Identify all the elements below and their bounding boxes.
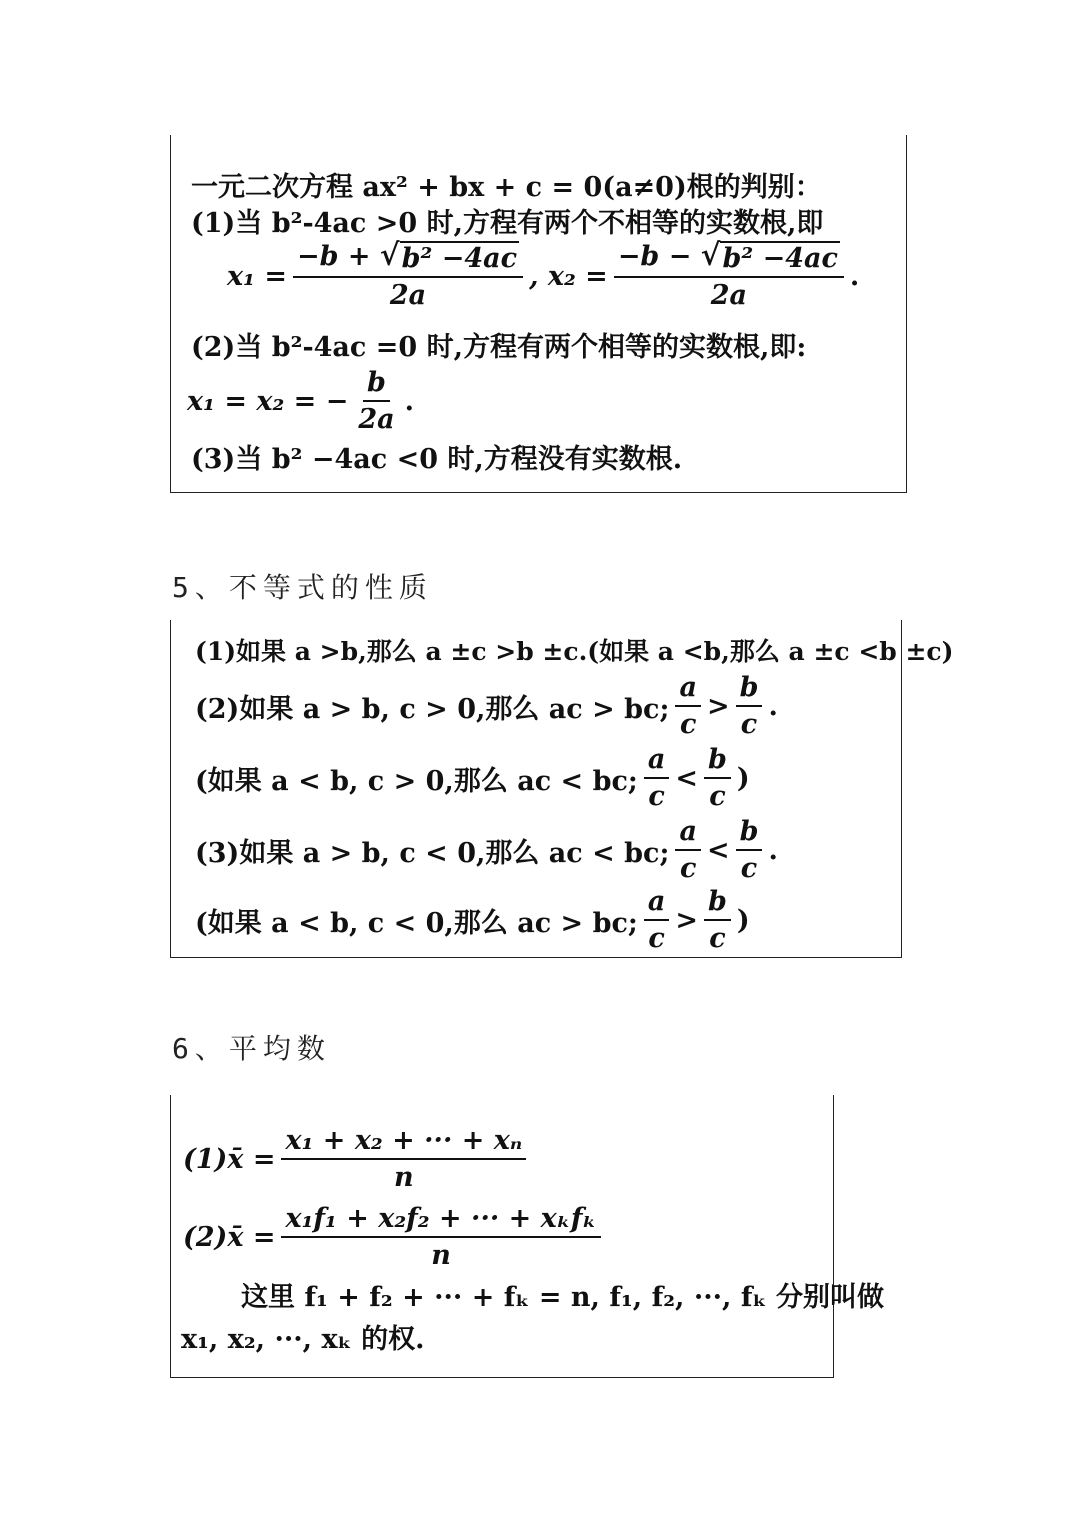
section5-heading: 5、不等式的性质 xyxy=(172,571,433,604)
case1-x2-den: 2a xyxy=(710,280,747,312)
line2-frac-b: $\frac{b}{c}$ xyxy=(736,672,763,740)
line4-frac-b: $\frac{b}{c}$ xyxy=(736,816,763,884)
section6-heading: 6、平均数 xyxy=(172,1032,331,1065)
inequality-line3 xyxy=(195,744,750,812)
quadratic-case1: (1)当 b²-4ac >0 时,方程有两个不相等的实数根,即 xyxy=(191,208,824,239)
quadratic-box xyxy=(170,135,907,493)
formula1-den: n xyxy=(394,1162,414,1194)
line2-frac-a: $\frac{a}{c}$ xyxy=(675,672,701,740)
quadratic-case2-formula xyxy=(187,367,414,435)
line2-end: . xyxy=(768,690,778,722)
case2-fraction xyxy=(354,367,398,435)
line4-pre: (3)如果 a > b, c < 0,那么 ac < bc; xyxy=(195,837,670,869)
case1-x1-num-pre: −b + xyxy=(296,241,371,272)
line2-op: > xyxy=(706,690,730,722)
average-formula2 xyxy=(183,1203,607,1271)
average-formula1 xyxy=(183,1125,532,1193)
case2-end: . xyxy=(404,385,415,417)
line5-op: > xyxy=(675,904,698,936)
line2-pre: (2)如果 a > b, c > 0,那么 ac > bc; xyxy=(195,693,670,725)
inequality-line1: (1)如果 a >b,那么 a ±c >b ±c.(如果 a <b,那么 a ±c <b ±c) xyxy=(195,637,954,666)
quadratic-case1-formula xyxy=(227,238,860,312)
inequality-line4 xyxy=(195,816,778,884)
case1-x1-fraction: −b + √ b² −4ac 2a xyxy=(293,241,523,311)
average-box xyxy=(170,1095,884,1378)
line4-end: . xyxy=(768,834,778,866)
case1-x1-radicand: b² −4ac xyxy=(401,243,518,274)
line4-frac-a: $\frac{a}{c}$ xyxy=(675,816,701,884)
inequality-line2 xyxy=(195,672,778,740)
quadratic-case3: (3)当 b² −4ac <0 时,方程没有实数根. xyxy=(191,444,683,475)
average-note2: x₁, x₂, ···, xₖ 的权. xyxy=(181,1324,425,1355)
line3-frac-a: $\frac{a}{c}$ xyxy=(644,744,670,812)
case1-x2-label: , x₂ = xyxy=(529,260,608,292)
formula2-fraction xyxy=(281,1203,600,1271)
average-note1: 这里 f₁ + f₂ + ··· + fₖ = n, f₁, f₂, ···, fₖ 分别叫做 xyxy=(241,1282,884,1313)
line5-end: ) xyxy=(736,904,750,936)
formula1-num: x₁ + x₂ + ··· + xₙ xyxy=(281,1125,526,1160)
formula1-pre: (1)x̄ = xyxy=(183,1143,276,1175)
line5-frac-b: $\frac{b}{c}$ xyxy=(704,886,731,954)
case1-x2-radicand: b² −4ac xyxy=(722,243,838,274)
line4-op: < xyxy=(706,834,730,866)
quadratic-case2: (2)当 b²-4ac =0 时,方程有两个相等的实数根,即: xyxy=(191,332,807,363)
case2-formula-pre: x₁ = x₂ = − xyxy=(187,385,349,417)
line5-pre: (如果 a < b, c < 0,那么 ac > bc; xyxy=(195,907,638,939)
line3-pre: (如果 a < b, c > 0,那么 ac < bc; xyxy=(195,765,638,797)
line3-op: < xyxy=(675,762,698,794)
formula2-den: n xyxy=(431,1240,451,1272)
inequality-box xyxy=(170,620,954,958)
quadratic-title: 一元二次方程 ax² + bx + c = 0(a≠0)根的判别： xyxy=(191,172,822,203)
case2-num: b xyxy=(363,367,390,402)
line3-frac-b: $\frac{b}{c}$ xyxy=(704,744,731,812)
case1-x2-fraction: −b − √ b² −4ac 2a xyxy=(614,241,844,311)
case1-end: . xyxy=(849,260,860,292)
formula2-pre: (2)x̄ = xyxy=(183,1221,276,1253)
inequality-line5 xyxy=(195,886,750,954)
formula1-fraction xyxy=(281,1125,526,1193)
case1-x1-den: 2a xyxy=(389,280,427,312)
case2-den: 2a xyxy=(358,404,395,436)
line5-frac-a: $\frac{a}{c}$ xyxy=(644,886,670,954)
case1-x2-num-pre: −b − xyxy=(617,241,692,272)
line3-end: ) xyxy=(736,762,750,794)
formula2-num: x₁f₁ + x₂f₂ + ··· + xₖfₖ xyxy=(281,1203,600,1238)
case1-x1-label: x₁ = xyxy=(227,260,287,292)
